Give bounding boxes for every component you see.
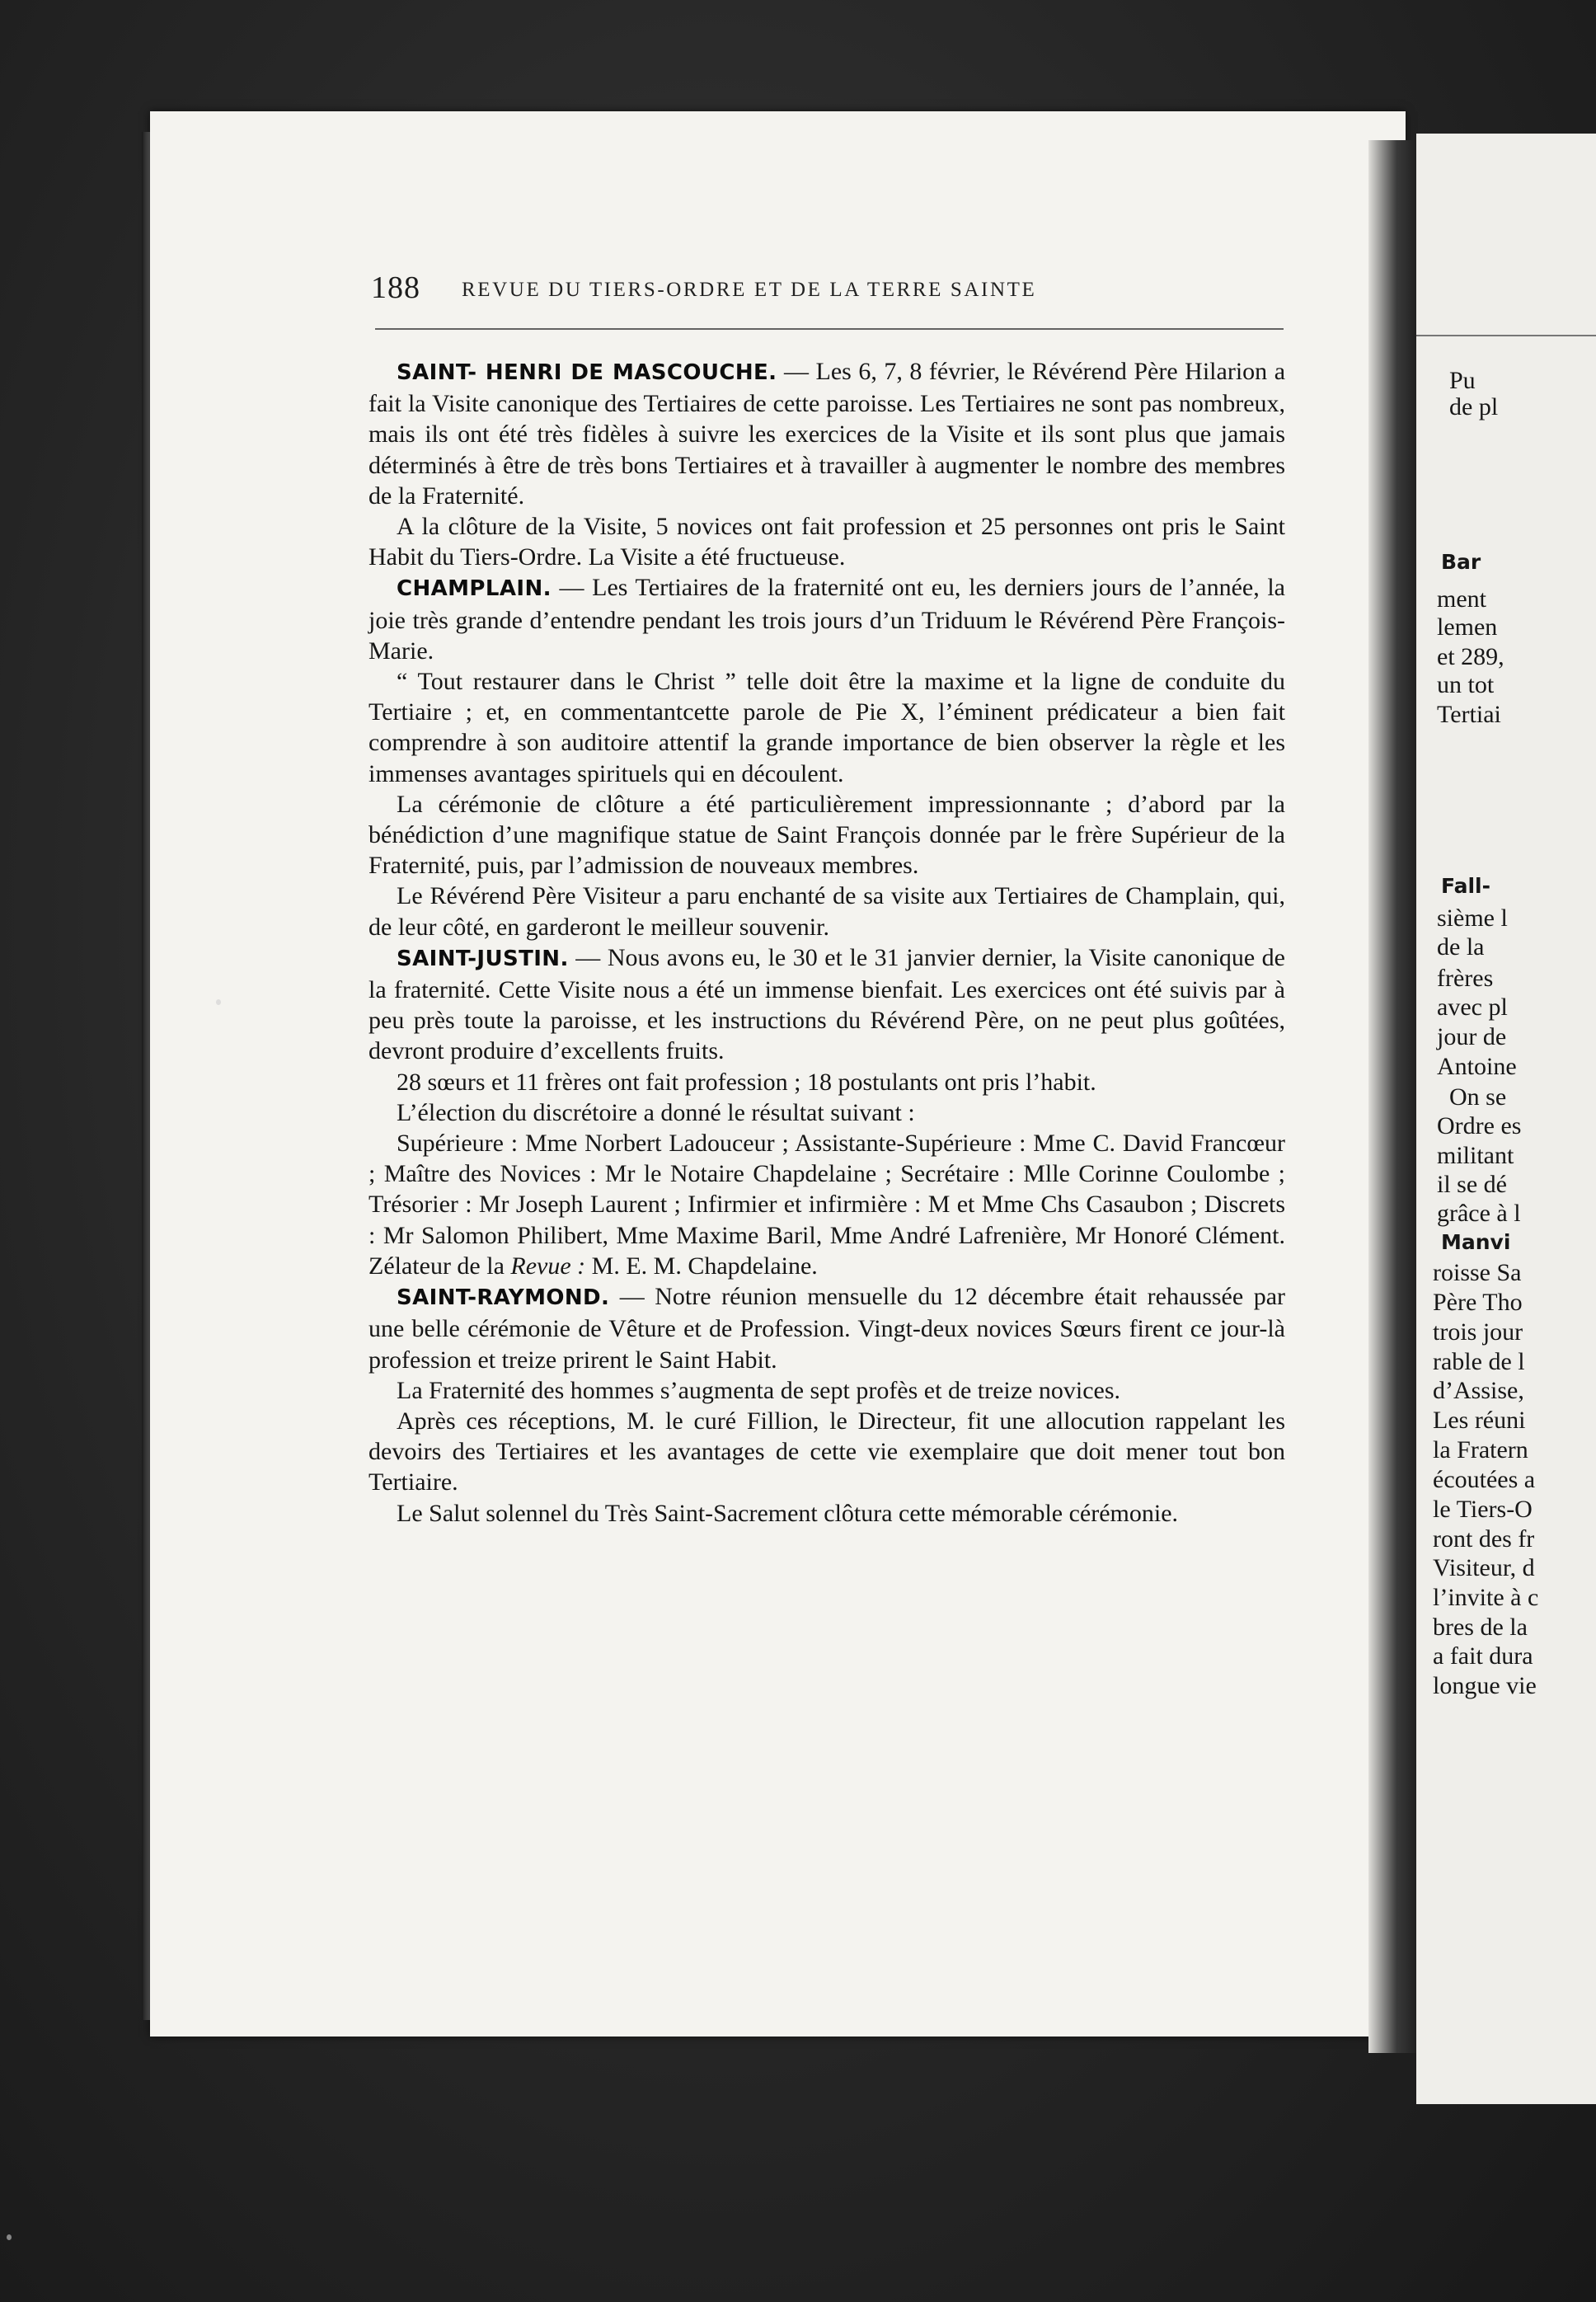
article-paragraph: [368, 942, 1285, 1067]
paragraph-text: — Notre réunion mensuelle du 12 décembre était rehaussée par une belle cérémonie de Vêture et de Profession. Vingt-deux novices Sœurs firent ce jour-là profession et treize prirent le Saint Habit.: [368, 1283, 1285, 1374]
right-page-line: lemen: [1437, 613, 1498, 641]
right-page-line: bres de la: [1433, 1614, 1528, 1641]
right-page-line: frères: [1437, 965, 1494, 992]
right-page-line: roisse Sa: [1433, 1259, 1522, 1286]
right-page-line: et 289,: [1437, 643, 1504, 670]
paragraph-text: Supérieure : Mme Norbert Ladouceur ; Assistante-Supérieure : Mme C. David Francœur ; Maître des Novices : Mr le Notaire Chapdelaine ; Secrétaire : Mlle Corinne Coulombe ; Trésorier : Mr Joseph Laurent ; Infirmier et infirmière : M et Mme Chs Casaubon ; Discrets : Mr Salomon Philibert, Mme Maxime Baril, Mme André Lafrenière, Mr Honoré Clément. Zélateur de la: [368, 1130, 1285, 1280]
paragraph-text: La cérémonie de clôture a été particulièrement impressionnante ; d’abord par la bénédiction d’une magnifique statue de Saint François donnée par le frère Supérieur de la Fraternité, puis, par l’admission de nouveaux membres.: [368, 790, 1285, 880]
paragraph-text: 28 sœurs et 11 frères ont fait profession ; 18 postulants ont pris l’habit.: [397, 1068, 1096, 1096]
article-paragraph: [368, 789, 1285, 881]
right-page-line: Visiteur, d: [1433, 1554, 1535, 1581]
paragraph-text: A la clôture de la Visite, 5 novices ont fait profession et 25 personnes ont pris le Saint Habit du Tiers-Ordre. La Visite a été fructueuse.: [368, 513, 1285, 571]
article-paragraph: [368, 1498, 1285, 1529]
right-page-line: le Tiers-O: [1433, 1496, 1533, 1523]
running-title: REVUE DU TIERS-ORDRE ET DE LA TERRE SAINTE: [462, 279, 1037, 301]
paragraph-text: La Fraternité des hommes s’augmenta de sept profès et de treize novices.: [397, 1376, 1121, 1404]
right-page-line: d’Assise,: [1433, 1377, 1524, 1404]
right-page-line: ment: [1437, 585, 1486, 613]
right-page-line: écoutées a: [1433, 1466, 1536, 1493]
right-page-line: ront des fr: [1433, 1525, 1535, 1553]
paragraph-text: “ Tout restaurer dans le Christ ” telle doit être la maxime et la ligne de conduite du Tertiaire ; et, en commentantcette parole de Pie X, l’éminent prédicateur a bien fait comprendre à son auditoire attentif la grande importance de bien observer la règle et les immenses avantages spirituels qui en découlent.: [368, 668, 1285, 787]
section-heading: SAINT-JUSTIN.: [397, 946, 569, 971]
right-page-line: avec pl: [1437, 994, 1508, 1021]
article-paragraph: [368, 1128, 1285, 1281]
right-page-fragment: [1416, 134, 1596, 2104]
right-page-line: la Fratern: [1433, 1436, 1528, 1463]
article-paragraph: [368, 1281, 1285, 1375]
right-page-line: Pu: [1449, 367, 1476, 394]
right-page-line: militant: [1437, 1142, 1514, 1169]
right-page-line: a fait dura: [1433, 1642, 1533, 1670]
paragraph-text: Le Salut solennel du Très Saint-Sacrement clôtura cette mémorable cérémonie.: [397, 1499, 1179, 1527]
dust-speck: [216, 999, 221, 1005]
article-paragraph: [368, 666, 1285, 789]
article-paragraph: [368, 1097, 1285, 1128]
paragraph-text: Le Révérend Père Visiteur a paru enchanté de sa visite aux Tertiaires de Champlain, qui, de leur côté, en garderont le meilleur souvenir.: [368, 882, 1285, 941]
right-page-line: Tertiai: [1437, 701, 1501, 728]
page-header: [371, 270, 1286, 311]
article-paragraph: [368, 881, 1285, 942]
italic-text: Revue :: [510, 1252, 586, 1280]
right-page-line: jour de: [1437, 1023, 1507, 1050]
book-gutter: [1368, 140, 1420, 2053]
right-page-line: Les réuni: [1433, 1407, 1526, 1434]
paragraph-text: M. E. M. Chapdelaine.: [585, 1252, 818, 1280]
right-page-line: l’invite à c: [1433, 1584, 1539, 1611]
right-page-line: Fall-: [1441, 874, 1490, 898]
section-heading: CHAMPLAIN.: [397, 576, 552, 602]
article-paragraph: [368, 1406, 1285, 1498]
right-page-line: Bar: [1441, 550, 1481, 574]
paragraph-text: — Nous avons eu, le 30 et le 31 janvier dernier, la Visite canonique de la fraternité. Cette Visite nous a été un immense bienfait. Les exercices ont été suivis par à peu près toute la paroisse, et les instructions du Révérend Père, on ne peut plus goûtées, devront produire d’excellents fruits.: [368, 943, 1285, 1065]
paragraph-text: — Les 6, 7, 8 février, le Révérend Père Hilarion a fait la Visite canonique des Tertiaires de cette paroisse. Les Tertiaires ne sont pas nombreux, mais ils ont été très fidèles à suivre les exercices de la Visite et ils sont plus que jamais déterminés à être de très bons Tertiaires et à travailler à augmenter le nombre des membres de la Fraternité.: [368, 358, 1286, 510]
right-page-line: Ordre es: [1437, 1112, 1522, 1139]
right-page-line: de pl: [1449, 393, 1499, 420]
right-page-rule: [1416, 335, 1596, 336]
article-paragraph: [368, 356, 1285, 511]
right-page-line: longue vie: [1433, 1672, 1537, 1699]
right-page-line: On se: [1449, 1083, 1507, 1111]
article-paragraph: [368, 1375, 1285, 1406]
page-number: 188: [371, 270, 420, 305]
right-page-line: Manvi: [1441, 1230, 1511, 1254]
right-page-line: Père Tho: [1433, 1289, 1523, 1316]
section-heading: SAINT- HENRI DE MASCOUCHE.: [397, 360, 777, 385]
right-page-line: Antoine: [1437, 1053, 1517, 1080]
article-paragraph: [368, 511, 1285, 572]
paragraph-text: Après ces réceptions, M. le curé Fillion, le Directeur, fit une allocution rappelant les devoirs des Tertiaires et les avantages de cette vie exemplaire que doit mener tout bon Tertiaire.: [368, 1407, 1285, 1496]
article-body: [368, 356, 1285, 1529]
article-paragraph: [368, 1067, 1285, 1097]
paragraph-text: L’élection du discrétoire a donné le résultat suivant :: [397, 1098, 915, 1126]
header-rule: [375, 328, 1284, 330]
right-page-line: rable de l: [1433, 1348, 1525, 1375]
article-paragraph: [368, 572, 1285, 666]
right-page-line: il se dé: [1437, 1171, 1507, 1198]
dust-speck: [7, 2234, 12, 2240]
right-page-line: sième l: [1437, 904, 1508, 932]
right-page-line: un tot: [1437, 671, 1495, 698]
paragraph-text: — Les Tertiaires de la fraternité ont eu, les derniers jours de l’année, la joie très grande d’entendre pendant les trois jours d’un Triduum le Révérend Père François-Marie.: [368, 574, 1285, 665]
section-heading: SAINT-RAYMOND.: [397, 1285, 610, 1311]
right-page-line: trois jour: [1433, 1318, 1523, 1346]
right-page-line: grâce à l: [1437, 1200, 1521, 1227]
right-page-line: de la: [1437, 933, 1485, 961]
